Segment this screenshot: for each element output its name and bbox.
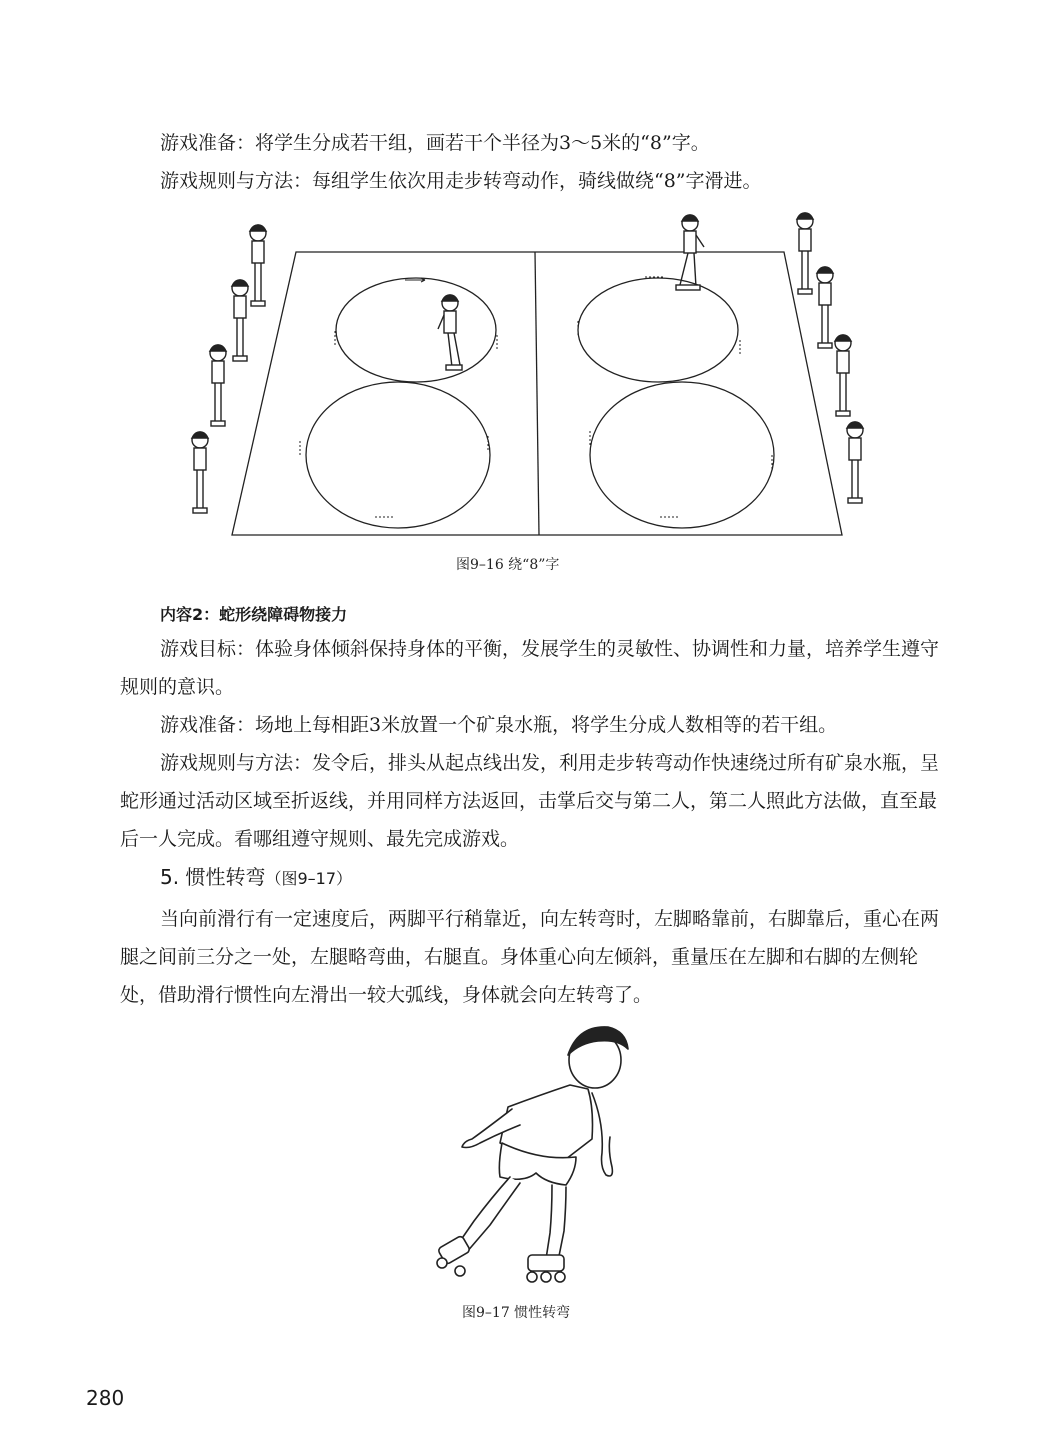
student-figure-left-1	[250, 225, 266, 306]
section5-heading	[120, 858, 940, 898]
figure-8-field	[180, 205, 880, 550]
student-figure-left-3	[210, 345, 226, 426]
student-figure-right-4	[847, 422, 863, 503]
section5-fig-ref: （图9–17）	[265, 869, 352, 888]
intro-rules: 游戏规则与方法：每组学生依次用走步转弯动作，骑线做绕“8”字滑进。	[160, 170, 762, 192]
left-figure8-bottom	[306, 382, 490, 528]
figure-9-16-caption: 图9–16 绕“8”字	[456, 557, 560, 573]
left-figure8-top	[336, 278, 496, 382]
right-figure8-bottom	[590, 382, 774, 528]
intro-prep: 游戏准备：将学生分成若干组，画若干个半径为3～5米的“8”字。	[160, 132, 710, 154]
field-center-line	[535, 252, 539, 535]
content2-heading: 内容2：蛇形绕障碍物接力	[160, 605, 348, 624]
section5-body: 当向前滑行有一定速度后，两脚平行稍靠近，向左转弯时，左脚略靠前，右脚靠后，重心在两腿之间前三分之一处，左腿略弯曲，右腿直。身体重心向左倾斜，重量压在左脚和右脚的左侧轮处，借助滑行惯性向左滑出一较大弧线，身体就会向左转弯了。	[120, 908, 940, 1006]
page-number: 280	[86, 1386, 125, 1410]
inertia-turn-skater	[420, 1025, 640, 1295]
content2-prep: 游戏准备：场地上每相距3米放置一个矿泉水瓶，将学生分成人数相等的若干组。	[160, 714, 838, 736]
student-figure-left-4	[192, 432, 208, 513]
student-figure-right-3	[835, 335, 851, 416]
student-figure-right-2	[817, 267, 833, 348]
student-figure-left-2	[232, 280, 248, 361]
content2-goal: 游戏目标：体验身体倾斜保持身体的平衡，发展学生的灵敏性、协调性和力量，培养学生遵守规则的意识。	[120, 638, 940, 698]
right-figure8-top	[578, 278, 738, 382]
student-figure-right-1	[797, 213, 813, 294]
section5-title: 5. 惯性转弯	[160, 865, 266, 889]
figure-9-17-caption: 图9–17 惯性转弯	[462, 1305, 571, 1321]
content2-rules: 游戏规则与方法：发令后，排头从起点线出发，利用走步转弯动作快速绕过所有矿泉水瓶，呈蛇形通过活动区域至折返线，并用同样方法返回，击掌后交与第二人，第二人照此方法做，直至最后一人完成。看哪组遵守规则、最先完成游戏。	[120, 752, 940, 850]
skating-student-left	[438, 295, 462, 370]
